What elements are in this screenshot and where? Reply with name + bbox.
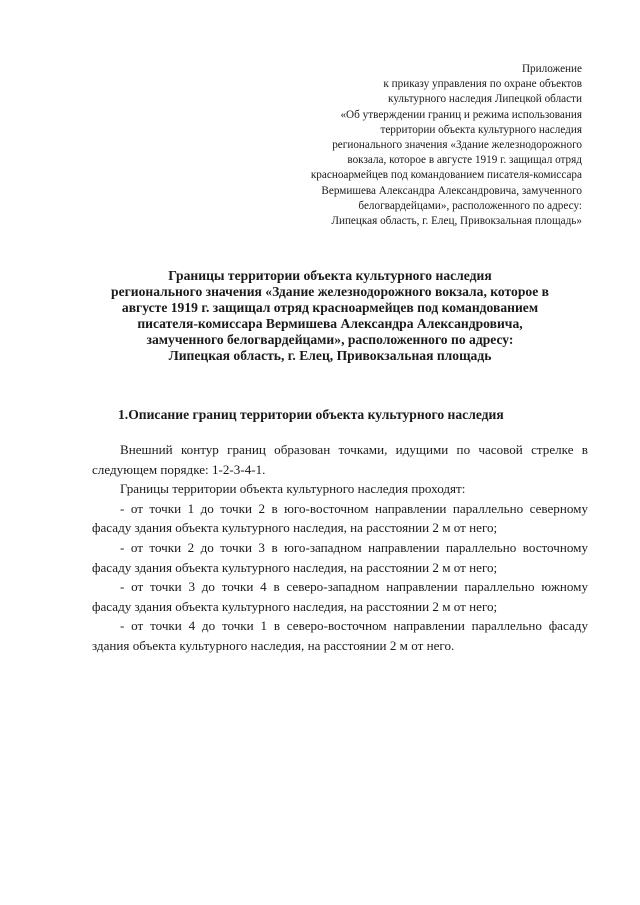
annex-header <box>242 62 582 229</box>
annex-line: культурного наследия Липецкой области <box>388 93 582 106</box>
body-paragraph: - от точки 4 до точки 1 в северо-восточном направлении параллельно фасаду здания объекта культурного наследия, на расстоянии 2 м от него. <box>92 618 588 653</box>
annex-line: к приказу управления по охране объектов <box>383 78 582 91</box>
body-paragraph: - от точки 1 до точки 2 в юго-восточном направлении параллельно северному фасаду здания объекта культурного наследия, на расстоянии 2 м от него; <box>92 500 588 536</box>
body-paragraph: - от точки 2 до точки 3 в юго-западном направлении параллельно восточному фасаду здания объекта культурного наследия, на расстоянии 2 м от него; <box>92 539 588 575</box>
title-line: августе 1919 г. защищал отряд красноармейцев под командованием <box>121 300 539 315</box>
annex-line: Вермишева Александра Александровича, замученного <box>321 184 582 197</box>
body-paragraph: - от точки 3 до точки 4 в северо-западном направлении параллельно южному фасаду здания объекта культурного наследия, на расстоянии 2 м от него; <box>92 579 588 614</box>
title-line: замученного белогвардейцами», расположенного по адресу: <box>146 332 514 347</box>
body-paragraph: Внешний контур границ образован точками, идущими по часовой стрелке в следующем порядке: 1-2-3-4-1. <box>92 442 588 477</box>
document-title <box>70 268 590 364</box>
title-line: Липецкая область, г. Елец, Привокзальная площадь <box>168 348 492 363</box>
body-paragraph: Границы территории объекта культурного наследия проходят: <box>120 481 466 497</box>
annex-line: Приложение <box>521 63 582 75</box>
annex-line: вокзала, которое в августе 1919 г. защищал отряд <box>347 154 582 167</box>
annex-line: территории объекта культурного наследия <box>380 123 582 136</box>
title-line: писателя-комиссара Вермишева Александра Александровича, <box>137 316 523 331</box>
section-heading: 1.Описание границ территории объекта культурного наследия <box>118 407 504 422</box>
annex-line: регионального значения «Здание железнодорожного <box>332 139 582 152</box>
annex-line: «Об утверждении границ и режима использования <box>340 108 582 121</box>
title-line: регионального значения «Здание железнодорожного вокзала, которое в <box>111 284 549 299</box>
annex-line: красноармейцев под командованием писателя-комиссара <box>310 169 582 182</box>
section-body <box>92 440 588 656</box>
title-line: Границы территории объекта культурного наследия <box>168 268 492 283</box>
annex-line: белогвардейцами», расположенного по адресу: <box>358 199 582 212</box>
annex-line: Липецкая область, г. Елец, Привокзальная площадь» <box>331 215 582 228</box>
